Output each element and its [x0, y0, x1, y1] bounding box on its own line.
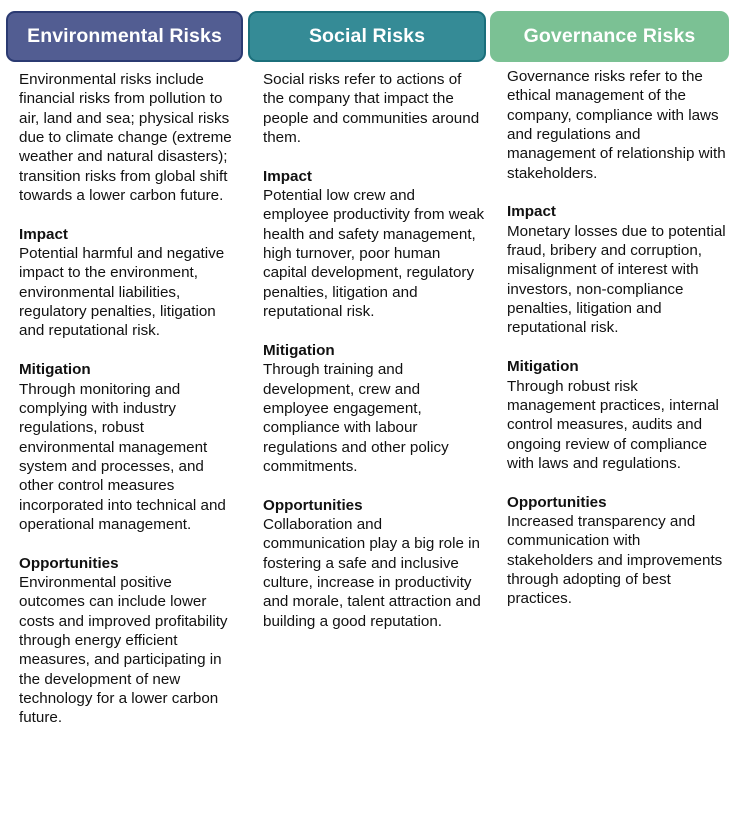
environmental-opportunities-section	[19, 554, 241, 728]
section-body: Through robust risk management practices, internal control measures, audits and ongoing review of compliance with laws and regulations.	[507, 377, 719, 472]
governance-risks-title: Governance Risks	[523, 25, 696, 47]
section-title: Opportunities	[507, 493, 607, 511]
section-title: Mitigation	[263, 341, 335, 359]
section-body: Increased transparency and communication with stakeholders and improvements through adopting of best practices.	[507, 512, 723, 608]
social-impact-section	[263, 167, 485, 322]
section-title: Opportunities	[263, 496, 363, 514]
section-title: Impact	[507, 203, 556, 221]
social-opportunities-section	[263, 496, 485, 631]
environmental-impact-section	[19, 225, 241, 341]
section-body: Collaboration and communication play a big role in fostering a safe and inclusive culture, increase in productivity and morale, talent attraction and building a good reputation.	[263, 515, 481, 630]
section-body: Through training and development, crew and employee engagement, compliance with labour regulations and other policy commitments.	[263, 361, 449, 475]
section-body: Environmental positive outcomes can include lower costs and improved profitability through energy efficient measures, and participating in the development of new technology for a lower carbon future.	[19, 573, 228, 727]
social-column	[263, 70, 485, 631]
environmental-risks-header	[6, 11, 243, 62]
social-intro: Social risks refer to actions of the company that impact the people and communities around them.	[263, 71, 480, 147]
section-title: Mitigation	[19, 361, 91, 379]
section-title: Impact	[19, 225, 68, 243]
environmental-mitigation-section	[19, 360, 241, 534]
environmental-risks-title: Environmental Risks	[27, 25, 222, 47]
environmental-column	[19, 70, 241, 728]
social-risks-title: Social Risks	[308, 25, 426, 47]
section-title: Opportunities	[19, 554, 119, 572]
governance-risks-header	[490, 11, 729, 62]
social-risks-header	[248, 11, 486, 62]
governance-column	[507, 67, 729, 663]
governance-intro: Governance risks refer to the ethical management of the company, compliance with laws and regulations and management of relationship with stakeholders.	[507, 68, 726, 182]
section-body: Monetary losses due to potential fraud, bribery and corruption, misalignment of interest with investors, non-compliance penalties, litigation and reputational risk.	[507, 222, 726, 337]
social-mitigation-section	[263, 341, 485, 476]
environmental-intro: Environmental risks include financial risks from pollution to air, land and sea; physical risks due to climate change (extreme weather and natural disasters); transition risks from global shift towards a lower carbon future.	[19, 71, 232, 205]
section-body: Through monitoring and complying with industry regulations, robust environmental management system and processes, and other control measures incorporated into technical and operational management.	[19, 380, 226, 533]
section-title: Impact	[263, 167, 312, 185]
governance-opportunities-section	[507, 493, 729, 609]
section-body: Potential low crew and employee productivity from weak health and safety management, high turnover, poor human capital development, regulatory penalties, litigation and reputational risk.	[263, 187, 485, 321]
governance-mitigation-section	[507, 357, 729, 473]
section-body: Potential harmful and negative impact to the environment, environmental liabilities, regulatory penalties, litigation and reputational risk.	[19, 245, 225, 340]
governance-impact-section	[507, 202, 729, 337]
section-title: Mitigation	[507, 358, 579, 376]
